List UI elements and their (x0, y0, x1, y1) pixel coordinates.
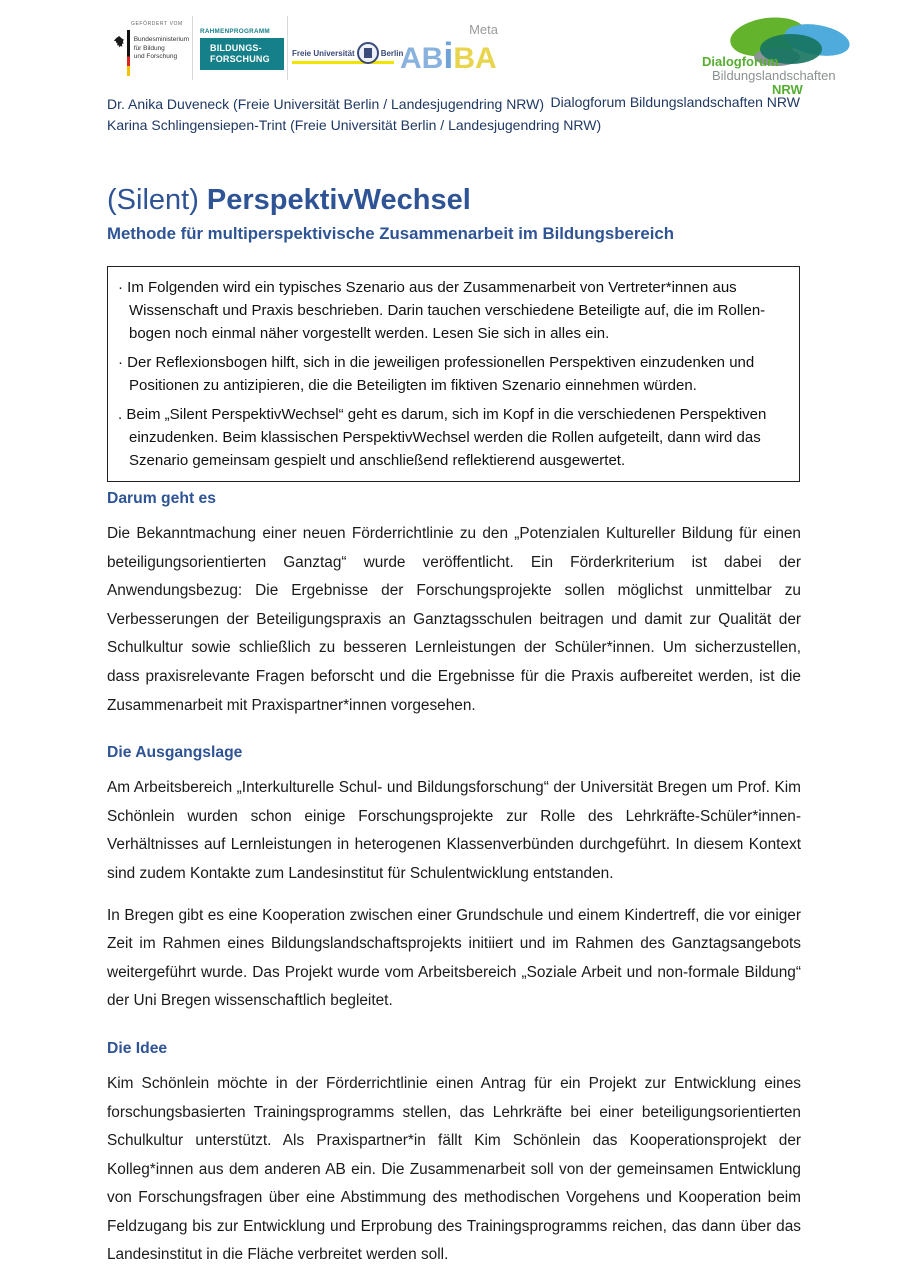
section-paragraph: Die Bekanntmachung einer neuen Förderrichtlinie zu den „Potenzialen Kultureller Bildung für einen beteiligungsorientierten Ganztag“ wurde veröffentlicht. Ein Förderkriterium ist dabei der Anwendungsbezug: Die Ergebnisse der Forschungsprojekte sollen möglichst unmittelbar zu Verbesserungen der Beteiligungspraxis an Ganztagsschulen beitragen und damit zur Qualität der Schulkultur sowie schließlich zu besseren Lernleistungen der Schüler*innen. Um sicherzustellen, dass praxisrelevante Fragen beforscht und die Ergebnisse für die Praxis aufbereitet werden, ist die Zusammenarbeit mit Praxispartner*innen vorgesehen. (107, 525, 801, 714)
bmbf-logo-text (134, 30, 189, 62)
bildungs-label: BILDUNGS- (210, 43, 262, 53)
section-heading: Darum geht es (107, 490, 216, 507)
rahmenprogramm-side-label: EMPIRISCHE (196, 40, 200, 68)
section-paragraph: Am Arbeitsbereich „Interkulturelle Schul- und Bildungsforschung“ der Universität Bregen um Prof. Kim Schönlein wurden schon einige Forschungsprojekte zur Rolle des Lehrkräfte-Schüler*innen-Verhältnisses auf Lernleistungen in heterogenen Klassenverbünden durchgeführt. In diesem Kontext sind zudem Kontakte zum Landesinstitut für Schulentwicklung entstanden. (107, 779, 801, 882)
title-main: PerspektivWechsel (206, 184, 471, 216)
abiba-i-letter: i (443, 35, 454, 76)
fu-university-seal-icon (357, 42, 379, 64)
section-heading: Die Ausgangslage (107, 744, 243, 762)
abiba-ab-letters: AB (400, 42, 444, 75)
bildungslandschaften-label: Bildungslandschaften (712, 68, 836, 83)
bmbf-logo (113, 21, 189, 76)
fu-berlin-logo (292, 40, 404, 68)
federal-eagle-icon (113, 34, 125, 50)
section-darum-geht-es (107, 490, 801, 720)
section-paragraph: Kim Schönlein möchte in der Förderrichtlinie einen Antrag für ein Projekt zur Entwicklung eines forschungsbasierten Trainingsprogramms stellen, das Lehrkräfte bei einer beteiligungsorientierten Schulkultur unterstützt. Als Praxispartner*in fällt Kim Schönlein das Kooperationsprojekt der Kolleg*innen aus dem anderen AB ein. Die Zusammenarbeit soll von der gemeinsamen Entwicklung von Forschungsfragen über eine Abstimmung des methodischen Vorgehens und Kooperation beim Feldzugang bis zur Entwicklung und Erprobung des Trainingsprogramms reichen, das dann über das Landesinstitut in die Fläche verbreitet werden soll. (107, 1074, 801, 1264)
page-subtitle: Methode für multiperspektivische Zusammenarbeit im Bildungsbereich (107, 224, 674, 243)
bullet-text: Beim „Silent PerspektivWechsel“ geht es darum, sich im Kopf in die verschiedenen Perspektiven einzudenken. Beim klassischen PerspektivWechsel werden die Rollen aufgeteilt, dann wird das Szenario gemeinsam gespielt und anschließend reflektierend ausgewertet. (126, 406, 767, 469)
right-credit: Dialogforum Bildungslandschaften NRW (550, 94, 800, 110)
rahmenprogramm-logo (196, 28, 284, 70)
intro-bullet-3 (118, 403, 787, 472)
bullet-text: Der Reflexionsbogen hilft, sich in die jeweiligen professionellen Perspektiven einzudenken und Positionen zu antizipieren, die die Beteiligten im fiktiven Szenario einnehmen würden. (127, 354, 755, 394)
bullet-text: Im Folgenden wird ein typisches Szenario aus der Zusammenarbeit von Vertreter*innen aus Wissenschaft und Praxis beschrieben. Darin tauchen verschiedene Beteiligte auf, die im Rollenbogen noch einmal näher vorgestellt werden. Lesen Sie sich in alles ein. (127, 279, 766, 342)
author-block (107, 94, 601, 136)
bmbf-line2: für Bildung (133, 44, 165, 52)
forschung-label: FORSCHUNG (210, 54, 270, 64)
section-die-idee (107, 1040, 801, 1270)
header-divider (192, 16, 193, 80)
rahmenprogramm-label: RAHMENPROGRAMM (200, 28, 270, 35)
section-paragraph: In Bregen gibt es eine Kooperation zwischen einer Grundschule und einem Kindertreff, die vor einiger Zeit im Rahmen eines Bildungslandschaftsprojekts initiiert und im Rahmen des Ganztagsangebots weitergeführt wurde. Das Projekt wurde vom Arbeitsbereich „Soziale Arbeit und non-formale Bildung“ der Uni Bregen wissenschaftlich begleitet. (107, 906, 801, 1010)
nrw-label: NRW (772, 82, 803, 97)
bmbf-line3: und Forschung (133, 53, 178, 60)
intro-bullet-1 (118, 276, 787, 345)
abiba-meta-label: Meta (469, 22, 498, 37)
bmbf-line1: Bundesministerium (133, 36, 189, 43)
bildungsforschung-box (196, 38, 284, 70)
bullet-marker: · (118, 279, 123, 296)
fu-left-label: Freie Universität (292, 48, 355, 58)
intro-box (107, 266, 800, 482)
section-die-ausgangslage (107, 744, 801, 1016)
bullet-marker: · (118, 354, 123, 371)
intro-bullet-2 (118, 351, 787, 397)
author-line-1: Dr. Anika Duveneck (Freie Universität Berlin / Landesjugendring NRW) (107, 96, 545, 112)
body-sections (107, 490, 801, 1283)
bmbf-funded-by-label: GEFÖRDERT VOM (131, 21, 183, 27)
abiba-ba-letters: BA (453, 42, 497, 75)
title-block (107, 183, 801, 244)
dialogforum-logo (702, 16, 878, 97)
header-divider (287, 16, 288, 80)
title-prefix: (Silent) (107, 184, 207, 216)
author-line-2: Karina Schlingensiepen-Trint (Freie Universität Berlin / Landesjugendring NRW) (107, 117, 602, 133)
page-title (107, 183, 801, 217)
dialogforum-label: Dialogforum (702, 54, 779, 69)
fu-right-label: Berlin (380, 48, 404, 58)
section-heading: Die Idee (107, 1039, 168, 1057)
abiba-meta-logo (400, 22, 500, 74)
bullet-marker: . (118, 406, 123, 423)
german-flag-stripe (127, 30, 130, 76)
